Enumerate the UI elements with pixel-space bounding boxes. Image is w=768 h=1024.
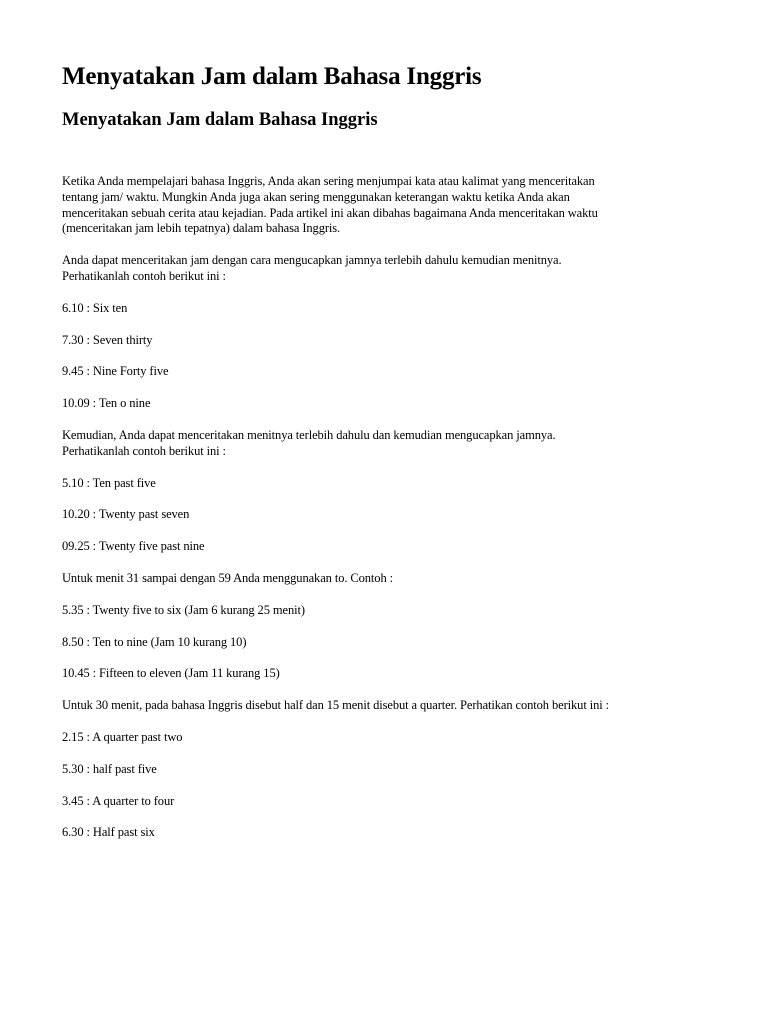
example-line: 5.30 : half past five: [62, 761, 157, 776]
rule-paragraph-to: Untuk menit 31 sampai dengan 59 Anda menggunakan to. Contoh :: [62, 570, 394, 585]
example-line: 10.09 : Ten o nine: [62, 396, 151, 411]
example-line: 10.45 : Fifteen to eleven (Jam 11 kurang 15): [62, 666, 280, 681]
example-line: 09.25 : Twenty five past nine: [62, 539, 205, 554]
rule-paragraph-minute-first: Kemudian, Anda dapat menceritakan menitnya terlebih dahulu dan kemudian mengucapkan jamnya. Perhatikanlah contoh berikut ini :: [62, 427, 556, 458]
example-line: 5.10 : Ten past five: [62, 475, 156, 490]
page-subtitle: Menyatakan Jam dalam Bahasa Inggris: [62, 110, 378, 130]
example-line: 6.10 : Six ten: [62, 300, 128, 315]
example-line: 10.20 : Twenty past seven: [62, 507, 190, 522]
document-page: [62, 62, 712, 857]
rule-paragraph-hour-first: Anda dapat menceritakan jam dengan cara mengucapkan jamnya terlebih dahulu kemudian menitnya. Perhatikanlah contoh berikut ini :: [62, 253, 562, 283]
intro-paragraph: Ketika Anda mempelajari bahasa Inggris, Anda akan sering menjumpai kata atau kalimat yang menceritakan tentang jam/ waktu. Mungkin Anda juga akan sering menggunakan keterangan waktu ketika Anda akan menceritakan sebuah cerita atau kejadian. Pada artikel ini akan dibahas bagaimana Anda menceritakan waktu (menceritakan jam lebih tepatnya) dalam bahasa Inggris.: [62, 174, 598, 236]
document-body: [62, 174, 712, 841]
page-title: Menyatakan Jam dalam Bahasa Inggris: [62, 63, 482, 90]
example-line: 7.30 : Seven thirty: [62, 332, 153, 347]
rule-paragraph-half-quarter: Untuk 30 menit, pada bahasa Inggris disebut half dan 15 menit disebut a quarter. Perhatikan contoh berikut ini :: [62, 698, 610, 713]
example-line: 2.15 : A quarter past two: [62, 729, 183, 744]
example-line: 8.50 : Ten to nine (Jam 10 kurang 10): [62, 634, 247, 649]
example-line: 5.35 : Twenty five to six (Jam 6 kurang 25 menit): [62, 602, 305, 617]
example-line: 9.45 : Nine Forty five: [62, 364, 169, 379]
example-line: 3.45 : A quarter to four: [62, 793, 175, 808]
example-line: 6.30 : Half past six: [62, 825, 155, 840]
